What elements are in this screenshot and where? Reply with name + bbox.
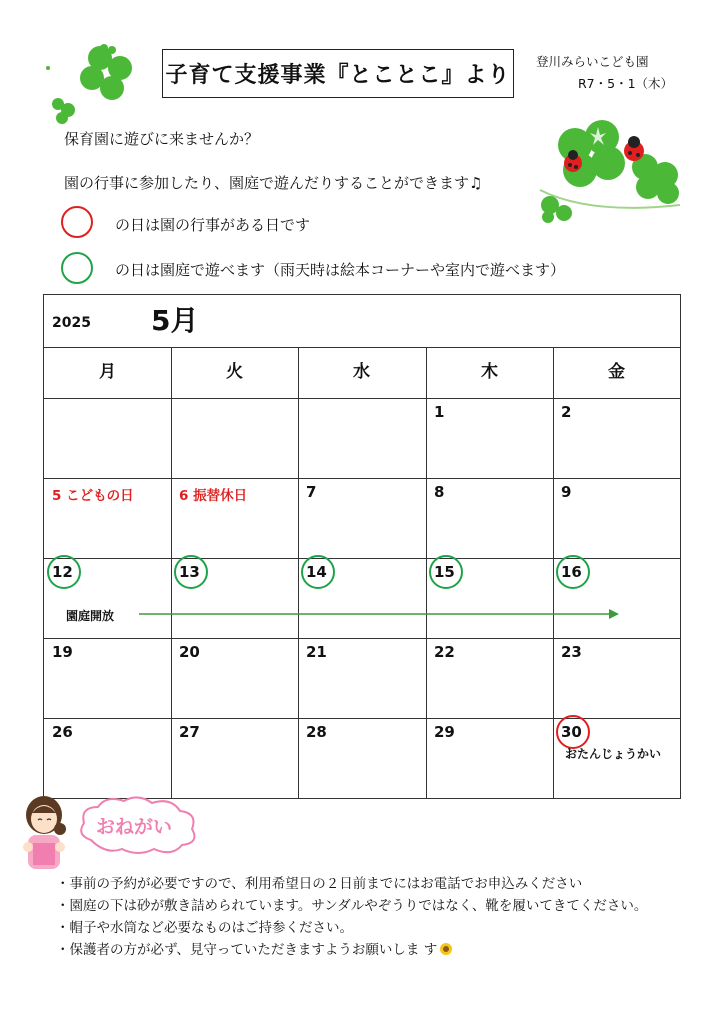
weekday-fri: 金 bbox=[608, 362, 625, 382]
day-cell: 8 bbox=[434, 483, 445, 501]
red-circle-legend bbox=[61, 206, 93, 238]
day-cell: 29 bbox=[434, 723, 455, 741]
day-cell: 7 bbox=[306, 483, 317, 501]
organization-name: 登川みらいこども園 bbox=[536, 54, 649, 69]
day-cell: 1 bbox=[434, 403, 445, 421]
weekday-tue: 火 bbox=[226, 362, 243, 382]
notice-item: ・事前の予約が必要ですので、利用希望日の２日前までにはお電話でお申込みください bbox=[56, 876, 583, 892]
day-cell: 2 bbox=[561, 403, 572, 421]
notice-heading: おねがい bbox=[96, 816, 173, 838]
calendar-month: 5月 bbox=[151, 304, 199, 337]
day-cell: 23 bbox=[561, 643, 582, 661]
birthday-party-label: おたんじょうかい bbox=[565, 747, 662, 761]
legend-event-text: の日は園の行事がある日です bbox=[115, 216, 311, 234]
day-cell: 15 bbox=[434, 563, 455, 581]
ladybug-icon bbox=[530, 105, 690, 225]
calendar bbox=[43, 294, 681, 799]
day-cell: 20 bbox=[179, 643, 200, 661]
page-title: 子育て支援事業『とことこ』より bbox=[162, 49, 514, 98]
weekday-mon: 月 bbox=[99, 362, 116, 382]
intro-line-1: 保育園に遊びに来ませんか？ bbox=[64, 130, 260, 148]
clover-icon bbox=[40, 40, 150, 125]
weekday-thu: 木 bbox=[481, 362, 498, 382]
day-cell: 26 bbox=[52, 723, 73, 741]
day-cell: 9 bbox=[561, 483, 572, 501]
legend-garden-text: の日は園庭で遊べます（雨天時は絵本コーナーや室内で遊べます） bbox=[115, 261, 566, 279]
teacher-illustration bbox=[16, 793, 76, 871]
day-cell: 21 bbox=[306, 643, 327, 661]
day-cell: 14 bbox=[306, 563, 327, 581]
day-cell-holiday: 5 こどもの日 bbox=[52, 488, 134, 504]
day-cell: 22 bbox=[434, 643, 455, 661]
notice-item: ・帽子や水筒など必要なものはご持参ください。 bbox=[56, 920, 353, 936]
green-circle-legend bbox=[61, 252, 93, 284]
weekday-wed: 水 bbox=[353, 362, 370, 382]
calendar-year: 2025 bbox=[52, 315, 91, 331]
notice-item: ・園庭の下は砂が敷き詰められています。サンダルやぞうりではなく、靴を履いてきてください。 bbox=[56, 898, 648, 914]
garden-open-arrow bbox=[139, 607, 624, 621]
sunflower-icon bbox=[439, 942, 453, 956]
day-cell: 16 bbox=[561, 563, 582, 581]
issue-date: R7・5・1（木） bbox=[578, 76, 674, 91]
garden-open-label: 園庭開放 bbox=[66, 609, 115, 623]
day-cell: 27 bbox=[179, 723, 200, 741]
day-cell: 30 bbox=[561, 723, 582, 741]
day-cell: 19 bbox=[52, 643, 73, 661]
day-cell: 12 bbox=[52, 563, 73, 581]
intro-line-2: 園の行事に参加したり、園庭で遊んだりすることができます♫ bbox=[64, 174, 483, 192]
calendar-header bbox=[44, 295, 680, 348]
notice-list bbox=[56, 873, 647, 961]
notice-item: ・保護者の方が必ず、見守っていただきますようお願いしま す bbox=[56, 939, 647, 961]
day-cell: 13 bbox=[179, 563, 200, 581]
day-cell: 28 bbox=[306, 723, 327, 741]
day-cell-holiday: 6 振替休日 bbox=[179, 488, 248, 504]
